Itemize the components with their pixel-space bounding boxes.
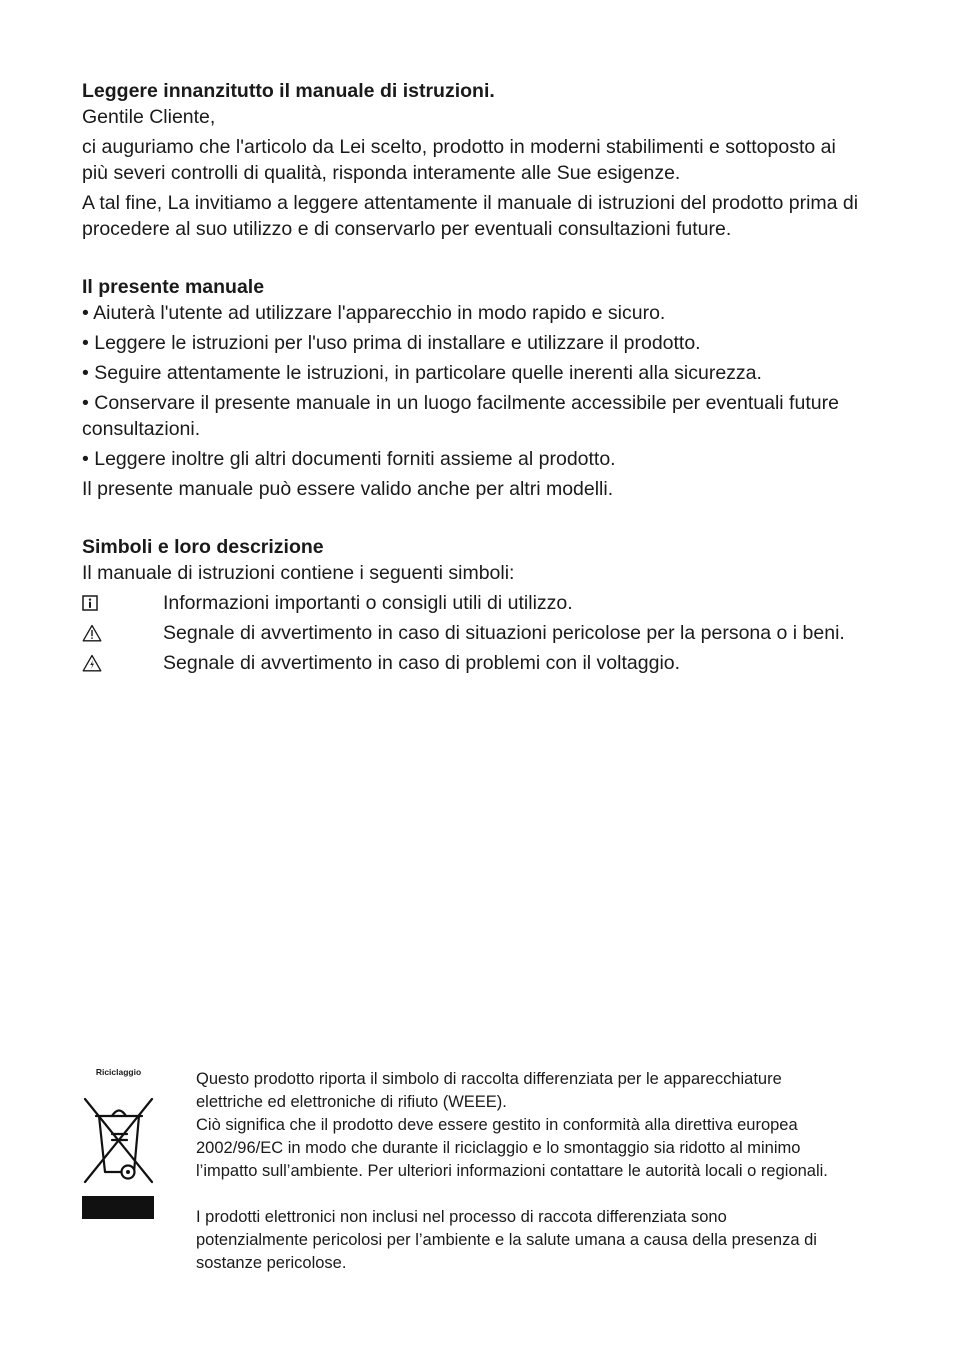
weee-paragraph-2: Ciò significa che il prodotto deve essere gestito in conformità alla direttiva europea 2002/96/EC in modo che durante il riciclaggio e lo smontaggio sia ridotto al minimo l’impatto sull’ambiente. Per ulteriori informazioni contattare le autorità locali o regionali. [196,1116,828,1180]
bullet-item: • Leggere inoltre gli altri documenti forniti assieme al prodotto. [82,448,616,470]
voltage-warning-icon [82,650,163,676]
symbol-description: Informazioni importanti o consigli utili di utilizzo. [163,592,573,614]
intro-paragraph-2: A tal fine, La invitiamo a leggere attentamente il manuale di istruzioni del prodotto prima di procedere al suo utilizzo e di conservarlo per eventuali consultazioni future. [82,192,859,240]
weee-label: Riciclaggio [95,1067,142,1077]
bullet-item: • Aiuterà l'utente ad utilizzare l'apparecchio in modo rapido e sicuro. [82,302,666,324]
manual-heading: Il presente manuale [82,276,265,298]
symbol-row-info [82,590,862,616]
weee-paragraph-3: I prodotti elettronici non inclusi nel processo di raccota differenziata sono potenzialmente pericolosi per l’ambiente e la salute umana a causa della presenza di sostanze pericolose. [196,1208,817,1272]
symbols-intro: Il manuale di istruzioni contiene i seguenti simboli: [82,562,515,584]
bullet-item: • Conservare il presente manuale in un luogo facilmente accessibile per eventuali future consultazioni. [82,392,839,440]
warning-triangle-icon [82,620,163,646]
symbol-row-voltage [82,650,862,676]
greeting: Gentile Cliente, [82,106,216,128]
weee-black-bar [82,1196,154,1219]
intro-paragraph-1: ci auguriamo che l'articolo da Lei scelto, prodotto in moderni stabilimenti e sottoposto ai più severi controlli di qualità, risponda interamente alle Sue esigenze. [82,136,836,184]
weee-paragraph-1: Questo prodotto riporta il simbolo di raccolta differenziata per le apparecchiature elettriche ed elettroniche di rifiuto (WEEE). [196,1070,782,1111]
weee-logo [82,1066,155,1078]
symbols-heading: Simboli e loro descrizione [82,536,324,558]
symbol-row-warning [82,620,862,646]
manual-note: Il presente manuale può essere valido anche per altri modelli. [82,478,614,500]
crossed-bin-icon [82,1096,156,1193]
weee-text [196,1068,836,1275]
symbol-description: Segnale di avvertimento in caso di situazioni pericolose per la persona o i beni. [163,622,845,644]
intro-heading: Leggere innanzitutto il manuale di istruzioni. [82,80,495,102]
symbol-description: Segnale di avvertimento in caso di problemi con il voltaggio. [163,652,681,674]
document-body [82,78,862,676]
bullet-item: • Seguire attentamente le istruzioni, in particolare quelle inerenti alla sicurezza. [82,362,762,384]
info-icon [82,590,163,616]
bullet-item: • Leggere le istruzioni per l'uso prima di installare e utilizzare il prodotto. [82,332,701,354]
